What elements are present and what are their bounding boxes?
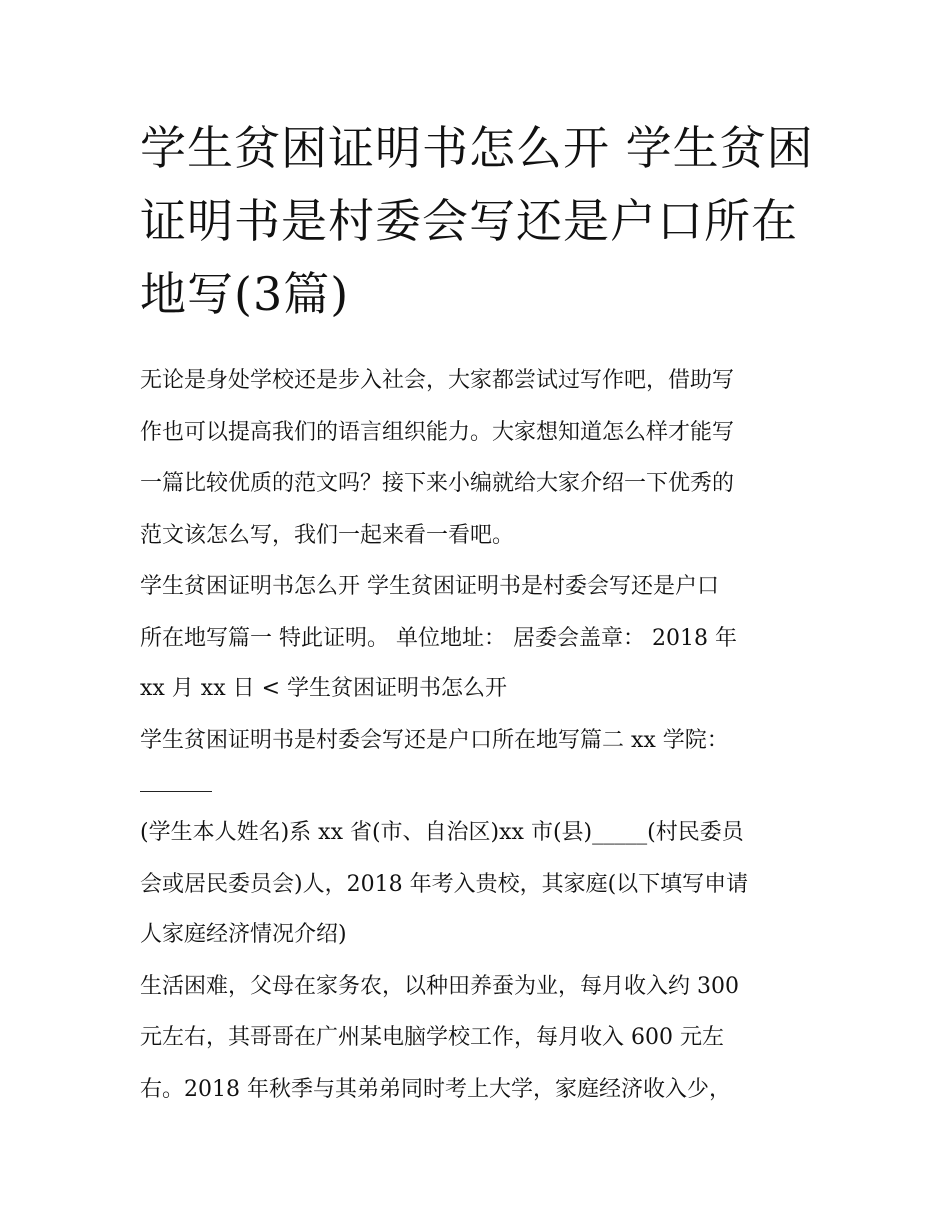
- paragraph-line: 一篇比较优质的范文吗？接下来小编就给大家介绍一下优秀的: [140, 471, 735, 496]
- paragraph-line: 学生贫困证明书怎么开 学生贫困证明书是村委会写还是户口: [140, 574, 719, 599]
- paragraph-line: 学生贫困证明书是村委会写还是户口所在地写篇二 xx 学院：: [140, 728, 729, 753]
- paragraph-line: 作也可以提高我们的语言组织能力。大家想知道怎么样才能写: [140, 420, 735, 445]
- paragraph-line: 会或居民委员会)人，2018 年考入贵校，其家庭(以下填写申请: [140, 872, 749, 897]
- paragraph-line: xx 月 xx 日 < 学生贫困证明书怎么开: [140, 676, 508, 701]
- paragraph-line: (学生本人姓名)系 xx 省(市、自治区)xx 市(县)_____(村民委员: [140, 820, 744, 845]
- paragraph-line: 右。2018 年秋季与其弟弟同时考上大学，家庭经济收入少，: [140, 1077, 731, 1102]
- paragraph-line: 无论是身处学校还是步入社会，大家都尝试过写作吧，借助写: [140, 368, 735, 393]
- blank-underline: [140, 791, 212, 792]
- paragraph-line: 所在地写篇一 特此证明。 单位地址： 居委会盖章： 2018 年: [140, 626, 737, 651]
- paragraph-line: 人家庭经济情况介绍): [140, 922, 347, 947]
- document-title: 学生贫困证明书怎么开 学生贫困证明书是村委会写还是户口所在地写(3篇): [140, 121, 814, 321]
- paragraph-line: 元左右，其哥哥在广州某电脑学校工作，每月收入 600 元左: [140, 1025, 724, 1050]
- paragraph-line: 范文该怎么写，我们一起来看一看吧。: [140, 523, 515, 548]
- paragraph-line: 生活困难，父母在家务农，以种田养蚕为业，每月收入约 300: [140, 974, 739, 999]
